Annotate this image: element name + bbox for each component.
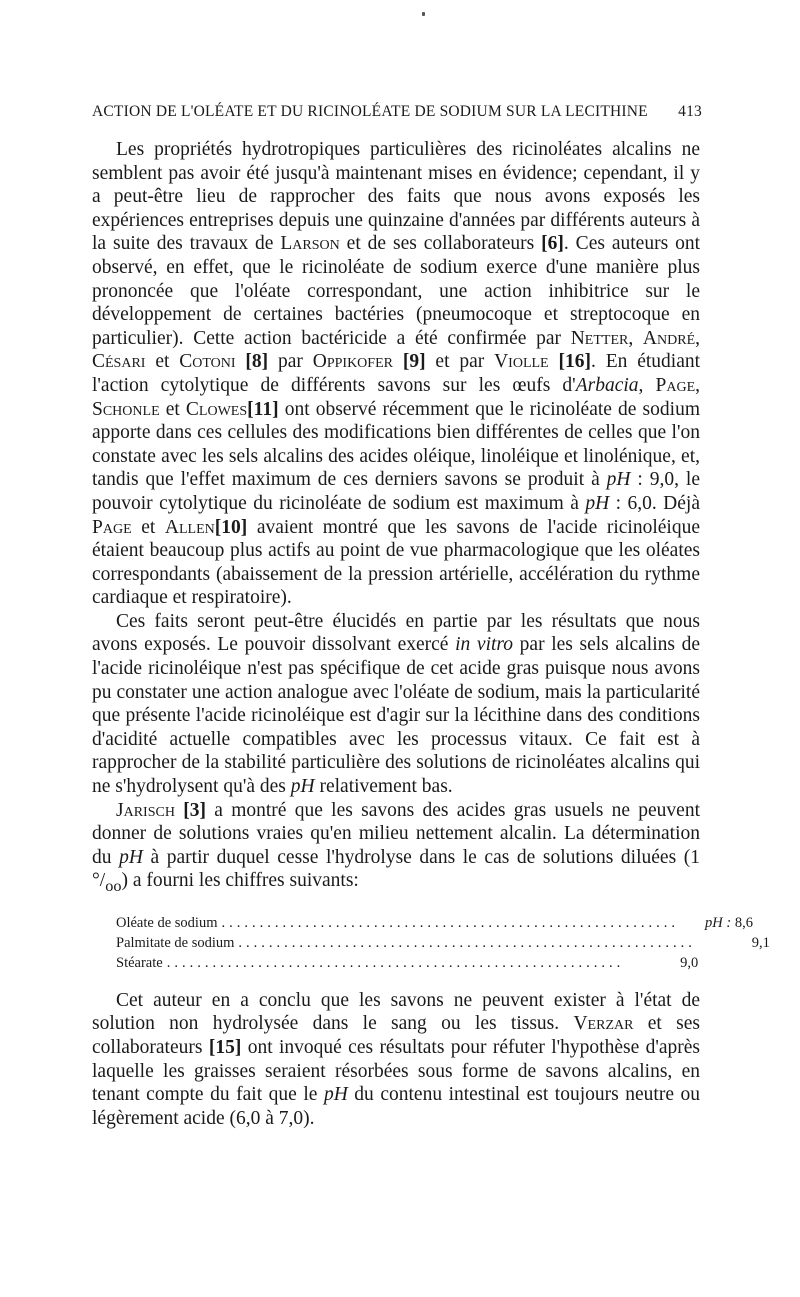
text: ont invoqué ces résultats pour réfuter l'hypothèse d'après laquelle les graisses seraient résorbées sous forme de savons alcalins, en tenant compte du fait que le: [92, 1037, 701, 1106]
ph-label: pH :: [705, 914, 732, 931]
author-page: Page: [92, 516, 132, 538]
text: Ces faits seront peut-être élucidés en partie par les résultats que nous avons exposés. Le pouvoir dissolvant exercé: [92, 610, 700, 656]
text: . En étudiant l'action cytolytique de différents savons sur les œufs d': [92, 351, 701, 396]
ph-value: 9,1: [751, 934, 770, 951]
leader-dots: ............................................................: [238, 934, 696, 951]
citation-11: [11]: [247, 398, 279, 420]
author-page: Page: [655, 374, 696, 396]
compound-name: Oléate de sodium: [116, 914, 218, 931]
ph-symbol: pH: [585, 492, 610, 514]
compound-name: Palmitate de sodium: [116, 934, 235, 951]
author-verzar: Verzar: [573, 1013, 634, 1035]
author-allen: Allen: [164, 516, 215, 538]
term-in-vitro: in vitro: [455, 634, 514, 656]
author-cotoni: Cotoni: [179, 351, 236, 373]
text: ) a fourni les chiffres suivants:: [121, 870, 359, 892]
text: : 6,0. Déjà: [609, 492, 700, 514]
text: du contenu intestinal est toujours neutre ou légèrement acide (6,0 à 7,0).: [92, 1084, 700, 1129]
text: et ses collaborateurs: [92, 1013, 700, 1059]
text: par les sels alcalins de l'acide ricinoléique n'est pas spécifique de cet acide gras puisque nous avons pu constater une action analogue avec l'oléate de sodium, mais la particularité que présente l'acide ricinoléique est d'agir sur la lécithine dans des conditions d'acidité actuelle compatibles avec les processus vitaux. Ce fait est à rapprocher de la stabilité particulière des solutions de ricinoléates alcalins qui ne s'hydrolysent qu'à des: [92, 634, 700, 798]
per-mille-sub: oo: [105, 877, 122, 896]
author-clowes: Clowes: [185, 398, 248, 420]
author-jarisch: Jarisch: [116, 799, 175, 821]
citation-10: [10]: [214, 516, 248, 538]
compound-name: Stéarate: [116, 954, 163, 971]
author-schonle: Schonle: [92, 398, 160, 420]
ph-table: [116, 913, 770, 973]
leader-dots: ............................................................: [166, 954, 625, 971]
text: a montré que les savons des acides gras usuels ne peuvent donner de solutions vraies qu'en milieu nettement alcalin. La détermination du: [92, 799, 701, 868]
citation-15: [15]: [208, 1037, 242, 1059]
table-row: [116, 933, 770, 953]
table-row: [116, 913, 753, 933]
author-violle: Violle: [494, 351, 549, 373]
text: et: [145, 351, 180, 373]
text: . Ces auteurs ont observé, en effet, que le ricinoléate de sodium exerce d'une manière plus prononcée que l'oléate correspondant, une action inhibitrice sur le développement de certaines bactéries (pneumocoque et streptocoque en particulier). Cette action bactéricide a été confirmée par: [92, 233, 701, 349]
text: avaient montré que les savons de l'acide ricinoléique étaient beaucoup plus actifs au point de vue pharmacologique que les oléates correspondants (abaissement de la pression artérielle, accélération du rythme cardiaque et respiratoire).: [92, 516, 700, 609]
citation-16: [16]: [558, 351, 591, 373]
text: et: [159, 398, 186, 420]
text: et de ses collaborateurs: [339, 233, 542, 255]
article-body: [92, 138, 770, 1130]
table-row: [116, 953, 699, 973]
text: et: [131, 516, 165, 538]
ph-symbol: pH: [606, 469, 631, 491]
running-header: [92, 103, 702, 121]
text: relativement bas.: [314, 776, 453, 798]
paragraph-2: [92, 610, 700, 799]
ph-symbol: pH: [119, 846, 143, 868]
citation-8: [8]: [245, 351, 269, 373]
running-title: ACTION DE L'OLÉATE ET DU RICINOLÉATE DE SODIUM SUR LA LECITHINE: [92, 103, 648, 120]
citation-9: [9]: [402, 351, 426, 373]
paragraph-4: [92, 989, 700, 1131]
author-oppikofer: Oppikofer: [312, 351, 393, 373]
print-speck: [422, 12, 425, 16]
text: Cet auteur en a conclu que les savons ne peuvent exister à l'état de solution non hydrolysée dans le sang ou les tissus.: [92, 989, 700, 1035]
citation-6: [6]: [541, 233, 564, 255]
author-cesari: Césari: [92, 351, 146, 373]
leader-dots: ............................................................: [221, 914, 679, 931]
text: par: [268, 351, 313, 373]
paragraph-3: [92, 799, 700, 899]
ph-symbol: pH: [290, 776, 315, 798]
author-larson: Larson: [280, 233, 340, 255]
author-netter: Netter: [570, 327, 629, 349]
ph-value: [683, 913, 753, 933]
species-arbacia: Arbacia: [575, 374, 639, 396]
text: et par: [425, 351, 495, 373]
author-andre: André: [642, 327, 696, 349]
text: Les propriétés hydrotropiques particulières des ricinoléates alcalins ne semblent pas avoir été jusqu'à maintenant mises en évidence; cependant, il y a peut-être lieu de rapprocher des faits que nous avons exposés les expériences entreprises depuis une quinzaine d'années par différents auteurs à la suite des travaux de: [92, 139, 700, 255]
ph-symbol: pH: [323, 1084, 348, 1106]
citation-3: [3]: [183, 799, 206, 821]
paragraph-1: Les propriétés hydrotropiques particulières des ricinoléates alcalins ne semblent pas avoir été jusqu'à maintenant mises en évidence; cependant, il y a peut-être lieu de rapprocher des faits que nous avons exposés les expériences entreprises depuis une quinzaine d'années par différents auteurs à la suite des travaux de Larson et de ses collaborateurs [6]. Ces auteurs ont observé, en effet, que le ricinoléate de sodium exerce d'une manière plus prononcée que l'oléate correspondant, une action inhibitrice sur le développement de certaines bactéries (pneumocoque et streptocoque en particulier). Cette action bactéricide a été confirmée par Netter, André, Césari et Cotoni [8] par Oppikofer [9] et par Violle [16]. En étudiant l'action cytolytique de différents savons sur les œufs d'Arbacia, Page, Schonle et Clowes[11] ont observé récemment que le ricinoléate de sodium apporte dans ces cellules des modifications bien différentes de celles que l'on constate avec les sels alcalins des acides oléique, linoléique et linolénique, et, tandis que l'effet maximum de ces derniers savons se produit à pH : 9,0, le pouvoir cytolytique du ricinoléate de sodium est maximum à pH : 6,0. Déjà Page et Allen[10] avaient montré que les savons de l'acide ricinoléique étaient beaucoup plus actifs au point de vue pharmacologique que les oléates correspondants (abaissement de la pression artérielle, accélération du rythme cardiaque et respiratoire).: [92, 139, 701, 609]
text: à partir duquel cesse l'hydrolyse dans le cas de solutions diluées (1 °/: [92, 846, 700, 892]
page-number: 413: [678, 103, 702, 120]
text: ont observé récemment que le ricinoléate de sodium apporte dans ces cellules des modifications bien différentes de celles que l'on constate avec les sels alcalins des acides oléique, linoléique et linolénique, et, tandis que l'effet maximum de ces derniers savons se produit à: [92, 398, 700, 491]
ph-value: 9,0: [680, 954, 699, 971]
text: : 9,0, le pouvoir cytolytique du ricinoléate de sodium est maximum à: [92, 469, 700, 514]
value: 8,6: [734, 914, 753, 931]
